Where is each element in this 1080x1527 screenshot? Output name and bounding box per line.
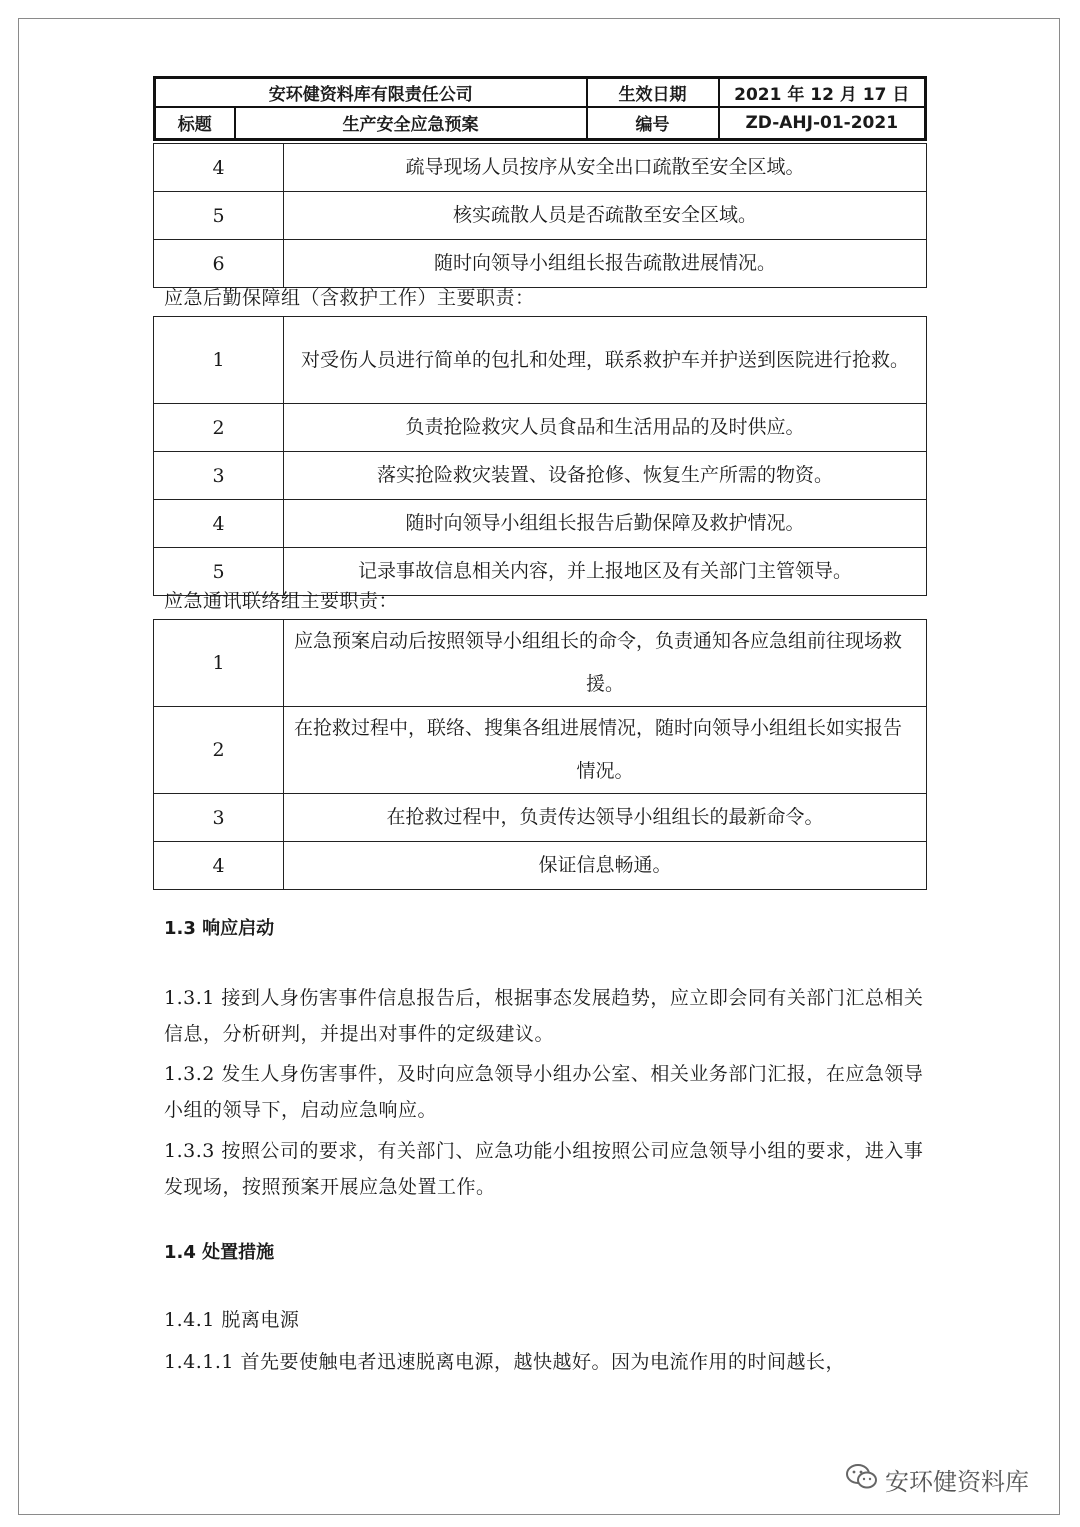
table-row (154, 317, 927, 404)
table-row (154, 842, 927, 890)
row-number: 1 (154, 620, 284, 707)
table-row (154, 240, 927, 288)
table-row (154, 794, 927, 842)
row-text: 记录事故信息相关内容，并上报地区及有关部门主管领导。 (284, 548, 927, 596)
row-text: 应急预案启动后按照领导小组组长的命令，负责通知各应急组前往现场救援。 (284, 620, 927, 707)
row-text: 随时向领导小组组长报告后勤保障及救护情况。 (284, 500, 927, 548)
paragraph-1-4-1-1: 1.4.1.1 首先要使触电者迅速脱离电源，越快越好。因为电流作用的时间越长， (164, 1351, 846, 1373)
row-number: 6 (154, 240, 284, 288)
wechat-icon (845, 1463, 879, 1497)
row-number: 5 (154, 192, 284, 240)
logistics-duty-table (153, 316, 927, 596)
table-row (154, 500, 927, 548)
row-number: 1 (154, 317, 284, 404)
logistics-section-label: 应急后勤保障组（含救护工作）主要职责： (164, 287, 535, 309)
code-label: 编号 (587, 107, 719, 139)
title-label: 标题 (155, 107, 235, 139)
watermark-text: 安环健资料库 (885, 1468, 1029, 1496)
row-text: 落实抢险救灾装置、设备抢修、恢复生产所需的物资。 (284, 452, 927, 500)
comm-section-label: 应急通讯联络组主要职责： (164, 590, 399, 612)
document-title: 生产安全应急预案 (235, 107, 587, 139)
table-row (154, 404, 927, 452)
paragraph-1-4-1: 1.4.1 脱离电源 (164, 1309, 300, 1331)
section-1-3-heading: 1.3 响应启动 (164, 918, 275, 939)
row-number: 4 (154, 144, 284, 192)
row-number: 2 (154, 404, 284, 452)
row-number: 3 (154, 452, 284, 500)
row-text: 核实疏散人员是否疏散至安全区域。 (284, 192, 927, 240)
row-text: 在抢救过程中，联络、搜集各组进展情况，随时向领导小组组长如实报告情况。 (284, 707, 927, 794)
row-text: 负责抢险救灾人员食品和生活用品的及时供应。 (284, 404, 927, 452)
evacuation-duty-table (153, 143, 927, 288)
effective-date-label: 生效日期 (587, 78, 719, 108)
effective-date: 2021 年 12 月 17 日 (719, 78, 926, 108)
table-row (154, 452, 927, 500)
section-1-4-heading: 1.4 处置措施 (164, 1242, 275, 1263)
comm-duty-table (153, 619, 927, 890)
row-text: 疏导现场人员按序从安全出口疏散至安全区域。 (284, 144, 927, 192)
table-row (154, 144, 927, 192)
row-text: 保证信息畅通。 (284, 842, 927, 890)
document-header-table (153, 76, 927, 141)
watermark (845, 1462, 1029, 1497)
paragraph-1-3-2: 1.3.2 发生人身伤害事件，及时向应急领导小组办公室、相关业务部门汇报，在应急领导小组的领导下，启动应急响应。 (164, 1063, 924, 1121)
row-number: 3 (154, 794, 284, 842)
company-name: 安环健资料库有限责任公司 (155, 78, 587, 108)
table-row (154, 620, 927, 707)
row-text: 对受伤人员进行简单的包扎和处理，联系救护车并护送到医院进行抢救。 (284, 317, 927, 404)
row-number: 4 (154, 500, 284, 548)
row-number: 2 (154, 707, 284, 794)
paragraph-1-3-1: 1.3.1 接到人身伤害事件信息报告后，根据事态发展趋势，应立即会同有关部门汇总相关信息，分析研判，并提出对事件的定级建议。 (164, 987, 924, 1045)
row-text: 随时向领导小组组长报告疏散进展情况。 (284, 240, 927, 288)
document-code: ZD-AHJ-01-2021 (719, 107, 926, 139)
table-row (154, 192, 927, 240)
row-text: 在抢救过程中，负责传达领导小组组长的最新命令。 (284, 794, 927, 842)
table-row (154, 707, 927, 794)
paragraph-1-3-3: 1.3.3 按照公司的要求，有关部门、应急功能小组按照公司应急领导小组的要求，进入事发现场，按照预案开展应急处置工作。 (164, 1140, 924, 1198)
row-number: 4 (154, 842, 284, 890)
row-number: 5 (154, 548, 284, 596)
